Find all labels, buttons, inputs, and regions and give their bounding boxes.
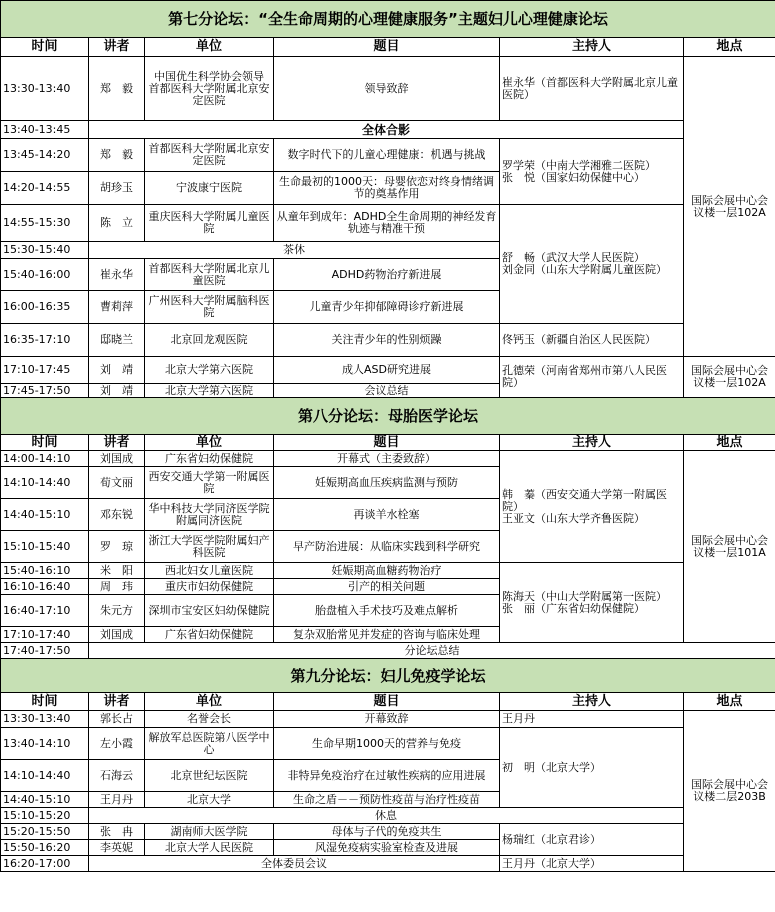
speaker-cell: 刘 靖: [89, 357, 145, 384]
header-unit: 单位: [145, 435, 274, 451]
header-time: 时间: [1, 693, 89, 711]
header-speaker: 讲者: [89, 435, 145, 451]
host-cell: 陈海天（中山大学附属第一医院） 张 丽（广东省妇幼保健院）: [500, 563, 684, 643]
speaker-cell: 王月丹: [89, 792, 145, 808]
unit-cell: 宁波康宁医院: [145, 172, 274, 205]
topic-cell: 生命最初的1000天：母婴依恋对终身情绪调节的奠基作用: [274, 172, 500, 205]
table-row: [1, 451, 775, 467]
forum9-title: 第九分论坛：妇儿免疫学论坛: [1, 659, 775, 693]
topic-cell: 风湿免疫病实验室检查及进展: [274, 840, 500, 856]
header-location: 地点: [684, 435, 775, 451]
unit-cell: 首都医科大学附属北京安定医院: [145, 139, 274, 172]
time-cell: 15:30-15:40: [1, 242, 89, 259]
topic-cell: 成人ASD研究进展: [274, 357, 500, 384]
time-cell: 17:40-17:50: [1, 643, 89, 659]
unit-cell: 北京大学第六医院: [145, 357, 274, 384]
table-row: [1, 563, 775, 579]
location-cell: 国际会展中心会议楼一层102A: [684, 57, 775, 357]
summary-cell: 分论坛总结: [89, 643, 775, 659]
header-unit: 单位: [145, 693, 274, 711]
table-row: [1, 711, 775, 728]
topic-cell: 胎盘植入手术技巧及难点解析: [274, 595, 500, 627]
speaker-cell: 郑 毅: [89, 139, 145, 172]
speaker-cell: 罗 琼: [89, 531, 145, 563]
unit-cell: 名誉会长: [145, 711, 274, 728]
time-cell: 14:40-15:10: [1, 499, 89, 531]
speaker-cell: 邓东锐: [89, 499, 145, 531]
speaker-cell: 朱元方: [89, 595, 145, 627]
speaker-cell: 郑 毅: [89, 57, 145, 121]
time-cell: 14:55-15:30: [1, 205, 89, 242]
time-cell: 16:40-17:10: [1, 595, 89, 627]
speaker-cell: 荀文丽: [89, 467, 145, 499]
table-row: [1, 121, 775, 139]
time-cell: 13:30-13:40: [1, 57, 89, 121]
topic-cell: 从童年到成年：ADHD全生命周期的神经发育轨迹与精准干预: [274, 205, 500, 242]
time-cell: 15:50-16:20: [1, 840, 89, 856]
time-cell: 17:45-17:50: [1, 384, 89, 398]
table-row: [1, 856, 775, 872]
unit-cell: 北京大学: [145, 792, 274, 808]
unit-cell: 西北妇女儿童医院: [145, 563, 274, 579]
table-row: [1, 643, 775, 659]
unit-cell: 西安交通大学第一附属医院: [145, 467, 274, 499]
speaker-cell: 左小霞: [89, 728, 145, 760]
unit-cell: 北京大学第六医院: [145, 384, 274, 398]
forum9-title-row: [1, 659, 775, 693]
table-row: [1, 728, 775, 760]
header-time: 时间: [1, 38, 89, 57]
host-cell: 孔德荣（河南省郑州市第八人民医院）: [500, 357, 684, 398]
host-cell: 韩 蓁（西安交通大学第一附属医院） 王亚文（山东大学齐鲁医院）: [500, 451, 684, 563]
speaker-cell: 刘国成: [89, 451, 145, 467]
topic-cell: 开幕致辞: [274, 711, 500, 728]
forum7-title-row: [1, 1, 775, 38]
forum8-title-row: [1, 398, 775, 435]
table-row: [1, 139, 775, 172]
header-time: 时间: [1, 435, 89, 451]
topic-cell: 复杂双胎常见并发症的咨询与临床处理: [274, 627, 500, 643]
topic-cell: 非特异免疫治疗在过敏性疾病的应用进展: [274, 760, 500, 792]
topic-cell: 领导致辞: [274, 57, 500, 121]
topic-cell: 母体与子代的免疫共生: [274, 824, 500, 840]
speaker-cell: 崔永华: [89, 259, 145, 291]
unit-cell: 解放军总医院第八医学中心: [145, 728, 274, 760]
tea-break-cell: 茶休: [89, 242, 500, 259]
speaker-cell: 李英妮: [89, 840, 145, 856]
topic-cell: 会议总结: [274, 384, 500, 398]
speaker-cell: 刘国成: [89, 627, 145, 643]
table-row: [1, 324, 775, 357]
time-cell: 13:45-14:20: [1, 139, 89, 172]
header-location: 地点: [684, 38, 775, 57]
header-topic: 题目: [274, 435, 500, 451]
unit-cell: 广州医科大学附属脑科医院: [145, 291, 274, 324]
unit-cell: 重庆医科大学附属儿童医院: [145, 205, 274, 242]
location-cell: 国际会展中心会议楼一层102A: [684, 357, 775, 398]
unit-cell: 广东省妇幼保健院: [145, 627, 274, 643]
speaker-cell: 张 冉: [89, 824, 145, 840]
forum7-title: 第七分论坛：“全生命周期的心理健康服务”主题妇儿心理健康论坛: [1, 1, 775, 38]
location-cell: 国际会展中心会议楼一层101A: [684, 451, 775, 643]
table-row: [1, 824, 775, 840]
group-photo-cell: 全体合影: [89, 121, 684, 139]
unit-cell: 北京大学人民医院: [145, 840, 274, 856]
time-cell: 14:20-14:55: [1, 172, 89, 205]
header-unit: 单位: [145, 38, 274, 57]
topic-cell: 再谈羊水栓塞: [274, 499, 500, 531]
unit-cell: 浙江大学医学院附属妇产科医院: [145, 531, 274, 563]
time-cell: 15:10-15:20: [1, 808, 89, 824]
header-speaker: 讲者: [89, 38, 145, 57]
topic-cell: 妊娠期高血压疾病监测与预防: [274, 467, 500, 499]
time-cell: 14:10-14:40: [1, 467, 89, 499]
speaker-cell: 胡珍玉: [89, 172, 145, 205]
time-cell: 14:00-14:10: [1, 451, 89, 467]
speaker-cell: 陈 立: [89, 205, 145, 242]
topic-cell: 妊娠期高血糖药物治疗: [274, 563, 500, 579]
host-cell: 王月丹: [500, 711, 684, 728]
break-cell: 休息: [89, 808, 684, 824]
table-row: [1, 57, 775, 121]
forum8-header-row: [1, 435, 775, 451]
topic-cell: 生命早期1000天的营养与免疫: [274, 728, 500, 760]
topic-cell: 关注青少年的性别烦躁: [274, 324, 500, 357]
unit-cell: 深圳市宝安区妇幼保健院: [145, 595, 274, 627]
time-cell: 15:40-16:10: [1, 563, 89, 579]
speaker-cell: 石海云: [89, 760, 145, 792]
host-cell: 初 明（北京大学）: [500, 728, 684, 808]
speaker-cell: 刘 靖: [89, 384, 145, 398]
forum8-title: 第八分论坛：母胎医学论坛: [1, 398, 775, 435]
topic-cell: 开幕式（主委致辞）: [274, 451, 500, 467]
header-host: 主持人: [500, 435, 684, 451]
header-topic: 题目: [274, 693, 500, 711]
topic-cell: ADHD药物治疗新进展: [274, 259, 500, 291]
unit-cell: 湖南师大医学院: [145, 824, 274, 840]
unit-cell: 重庆市妇幼保健院: [145, 579, 274, 595]
table-row: [1, 808, 775, 824]
host-cell: 佟钙玉（新疆自治区人民医院）: [500, 324, 684, 357]
header-host: 主持人: [500, 38, 684, 57]
topic-cell: 数字时代下的儿童心理健康：机遇与挑战: [274, 139, 500, 172]
host-cell: 罗学荣（中南大学湘雅二医院） 张 悦（国家妇幼保健中心）: [500, 139, 684, 205]
time-cell: 13:40-14:10: [1, 728, 89, 760]
speaker-cell: 米 阳: [89, 563, 145, 579]
time-cell: 15:10-15:40: [1, 531, 89, 563]
speaker-cell: 邸晓兰: [89, 324, 145, 357]
forum9-header-row: [1, 693, 775, 711]
committee-meeting-cell: 全体委员会议: [89, 856, 500, 872]
time-cell: 16:00-16:35: [1, 291, 89, 324]
time-cell: 13:40-13:45: [1, 121, 89, 139]
table-row: [1, 357, 775, 384]
time-cell: 15:20-15:50: [1, 824, 89, 840]
speaker-cell: 周 玮: [89, 579, 145, 595]
topic-cell: 引产的相关问题: [274, 579, 500, 595]
time-cell: 15:40-16:00: [1, 259, 89, 291]
time-cell: 17:10-17:45: [1, 357, 89, 384]
topic-cell: 儿童青少年抑郁障碍诊疗新进展: [274, 291, 500, 324]
speaker-cell: 郭长占: [89, 711, 145, 728]
unit-cell: 北京世纪坛医院: [145, 760, 274, 792]
time-cell: 14:10-14:40: [1, 760, 89, 792]
time-cell: 17:10-17:40: [1, 627, 89, 643]
table-row: [1, 205, 775, 242]
location-cell: 国际会展中心会议楼二层203B: [684, 711, 775, 872]
unit-cell: 华中科技大学同济医学院附属同济医院: [145, 499, 274, 531]
host-cell: 王月丹（北京大学）: [500, 856, 684, 872]
unit-cell: 北京回龙观医院: [145, 324, 274, 357]
host-cell: 崔永华（首都医科大学附属北京儿童医院）: [500, 57, 684, 121]
time-cell: 16:10-16:40: [1, 579, 89, 595]
forum7-header-row: [1, 38, 775, 57]
time-cell: 16:35-17:10: [1, 324, 89, 357]
time-cell: 13:30-13:40: [1, 711, 89, 728]
topic-cell: 早产防治进展：从临床实践到科学研究: [274, 531, 500, 563]
header-location: 地点: [684, 693, 775, 711]
unit-cell: 广东省妇幼保健院: [145, 451, 274, 467]
host-cell: 舒 畅（武汉大学人民医院） 刘金同（山东大学附属儿童医院）: [500, 205, 684, 324]
host-cell: 杨瑞红（北京君诊）: [500, 824, 684, 856]
topic-cell: 生命之盾－－预防性疫苗与治疗性疫苗: [274, 792, 500, 808]
unit-cell: 首都医科大学附属北京儿童医院: [145, 259, 274, 291]
header-host: 主持人: [500, 693, 684, 711]
speaker-cell: 曹莉萍: [89, 291, 145, 324]
header-speaker: 讲者: [89, 693, 145, 711]
time-cell: 16:20-17:00: [1, 856, 89, 872]
unit-cell: 中国优生科学协会领导 首都医科大学附属北京安定医院: [145, 57, 274, 121]
time-cell: 14:40-15:10: [1, 792, 89, 808]
header-topic: 题目: [274, 38, 500, 57]
